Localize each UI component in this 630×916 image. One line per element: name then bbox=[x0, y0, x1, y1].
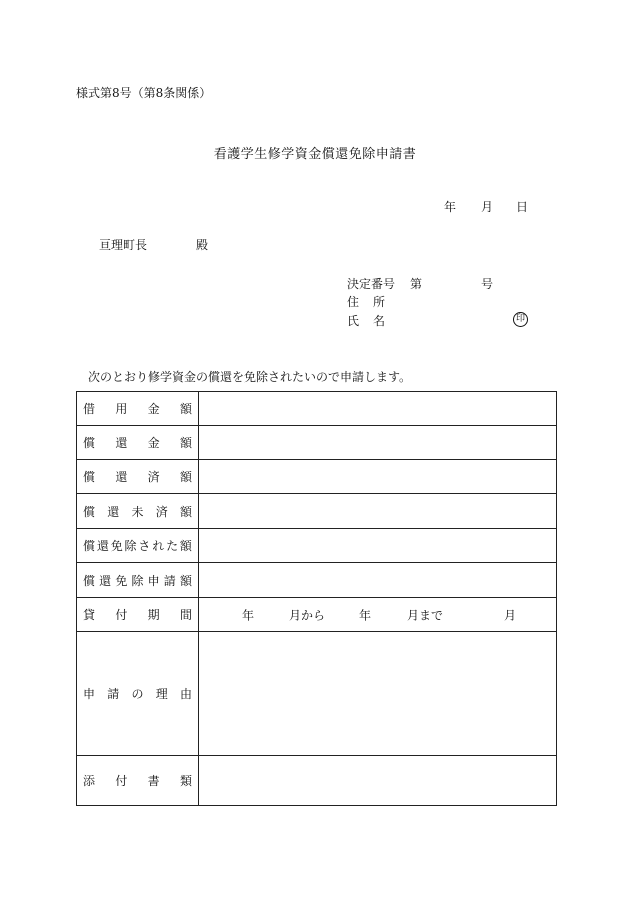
label-char: 免 bbox=[110, 539, 123, 553]
label-char: 金 bbox=[147, 436, 160, 450]
label-char: 償 bbox=[83, 504, 96, 519]
exempted-amount-field[interactable] bbox=[199, 529, 557, 563]
label-char: 借 bbox=[83, 402, 96, 416]
label-char: 償 bbox=[83, 573, 96, 588]
label-char: 除 bbox=[131, 573, 144, 588]
reason-label bbox=[77, 632, 199, 756]
decision-number-label: 決定番号 bbox=[347, 277, 396, 291]
label-char: 類 bbox=[179, 774, 192, 788]
repayment-amount-field[interactable] bbox=[199, 426, 557, 460]
label-char: 額 bbox=[179, 402, 192, 416]
attachments-field[interactable] bbox=[199, 756, 557, 806]
label-char: 済 bbox=[155, 504, 168, 519]
repaid-amount-label bbox=[77, 460, 199, 494]
label-char: 申 bbox=[83, 687, 96, 701]
reason-field[interactable] bbox=[199, 632, 557, 756]
label-char: 償 bbox=[83, 539, 96, 553]
table-row bbox=[77, 563, 557, 598]
repaid-amount-field[interactable] bbox=[199, 460, 557, 494]
label-char: 付 bbox=[115, 774, 128, 788]
period-year-to: 年 bbox=[359, 608, 372, 622]
label-char: 償 bbox=[83, 436, 96, 450]
label-char: 書 bbox=[147, 774, 160, 788]
exempted-amount-label bbox=[77, 529, 199, 563]
exemption-request-amount-label bbox=[77, 563, 199, 598]
decision-number-suffix: 号 bbox=[481, 277, 494, 291]
borrowed-amount-label bbox=[77, 392, 199, 426]
table-row bbox=[77, 756, 557, 806]
label-char: 期 bbox=[147, 608, 160, 622]
period-months: 月 bbox=[504, 608, 517, 622]
period-month-from: 月から bbox=[289, 608, 326, 622]
loan-period-label bbox=[77, 598, 199, 632]
label-char: 添 bbox=[83, 774, 96, 788]
unpaid-amount-label bbox=[77, 494, 199, 529]
label-char: 請 bbox=[107, 687, 120, 701]
label-char: 還 bbox=[96, 539, 109, 553]
label-char: 除 bbox=[124, 539, 137, 553]
decision-number-prefix: 第 bbox=[410, 277, 423, 291]
label-char: の bbox=[131, 687, 144, 701]
label-char: 用 bbox=[115, 402, 128, 416]
label-char: 理 bbox=[155, 687, 168, 701]
label-char: さ bbox=[138, 539, 151, 553]
table-row bbox=[77, 460, 557, 494]
address-label: 住所 bbox=[347, 295, 400, 309]
label-char: 額 bbox=[179, 470, 192, 484]
table-row bbox=[77, 392, 557, 426]
table-row bbox=[77, 529, 557, 563]
label-char: た bbox=[166, 539, 179, 553]
label-char: 金 bbox=[147, 402, 160, 416]
addressee-honorific: 殿 bbox=[196, 238, 209, 252]
label-char: 付 bbox=[115, 608, 128, 622]
label-char: 申 bbox=[147, 573, 160, 588]
attachments-label bbox=[77, 756, 199, 806]
unpaid-amount-field[interactable] bbox=[199, 494, 557, 529]
application-statement: 次のとおり修学資金の償還を免除されたいので申請します。 bbox=[88, 370, 412, 384]
label-char: 済 bbox=[147, 470, 160, 484]
table-row bbox=[77, 632, 557, 756]
label-char: れ bbox=[152, 539, 165, 553]
label-char: 貸 bbox=[83, 608, 96, 622]
table-row bbox=[77, 494, 557, 529]
label-char: 還 bbox=[99, 573, 112, 588]
loan-period-field[interactable] bbox=[199, 598, 557, 632]
date-year-label: 年 bbox=[444, 200, 457, 214]
label-char: 由 bbox=[179, 687, 192, 701]
borrowed-amount-field[interactable] bbox=[199, 392, 557, 426]
exemption-request-amount-field[interactable] bbox=[199, 563, 557, 598]
label-char: 還 bbox=[115, 470, 128, 484]
label-char: 額 bbox=[179, 539, 192, 553]
period-month-to: 月まで bbox=[407, 608, 444, 622]
label-char: 還 bbox=[107, 504, 120, 519]
repayment-amount-label bbox=[77, 426, 199, 460]
date-day-label: 日 bbox=[516, 200, 529, 214]
label-char: 額 bbox=[179, 573, 192, 588]
label-char: 間 bbox=[179, 608, 192, 622]
table-row bbox=[77, 426, 557, 460]
table-row bbox=[77, 598, 557, 632]
label-char: 償 bbox=[83, 470, 96, 484]
label-char: 還 bbox=[115, 436, 128, 450]
label-char: 請 bbox=[163, 573, 176, 588]
label-char: 額 bbox=[179, 504, 192, 519]
label-char: 額 bbox=[179, 436, 192, 450]
seal-mark-icon: 印 bbox=[513, 312, 528, 327]
date-month-label: 月 bbox=[481, 200, 494, 214]
label-char: 未 bbox=[131, 504, 144, 519]
period-year-from: 年 bbox=[242, 608, 255, 622]
application-table bbox=[76, 391, 557, 806]
document-title: 看護学生修学資金償還免除申請書 bbox=[213, 147, 417, 162]
name-label: 氏名 bbox=[347, 314, 400, 328]
label-char: 免 bbox=[115, 573, 128, 588]
addressee-name: 亘理町長 bbox=[99, 238, 148, 252]
form-number: 様式第8号（第8条関係） bbox=[76, 86, 212, 100]
